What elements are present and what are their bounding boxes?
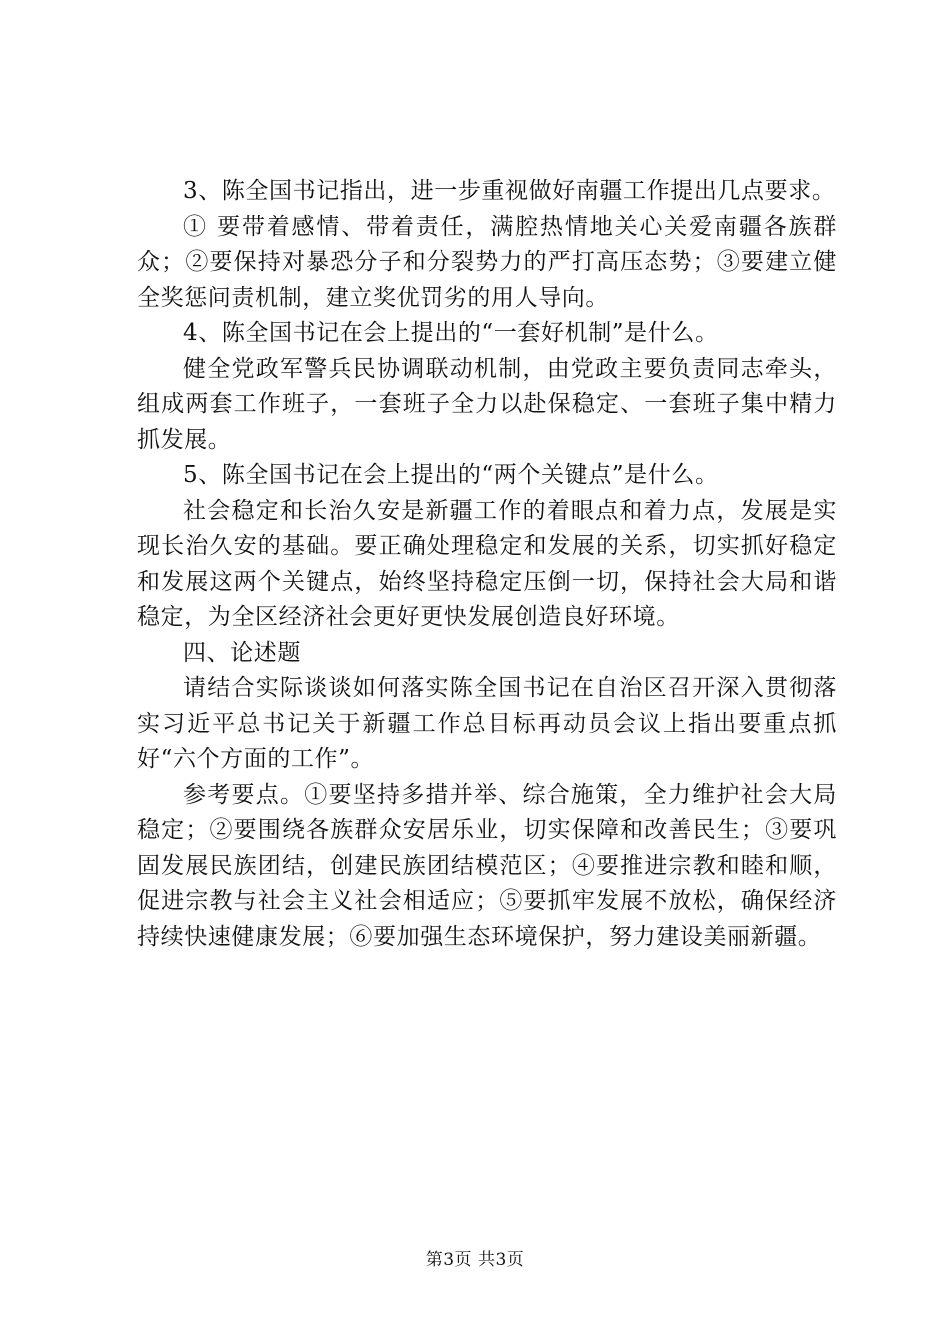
question-5: 5、陈全国书记在会上提出的“两个关键点”是什么。 bbox=[183, 462, 719, 488]
question-3: 3、陈全国书记指出，进一步重视做好南疆工作提出几点要求。 bbox=[183, 178, 836, 204]
answer-3: ① 要带着感情、带着责任，满腔热情地关心关爱南疆各族群众；②要保持对暴恐分子和分裂势力的严打高压态势；③要建立健全奖惩问责机制，建立奖优罚劣的用人导向。 bbox=[137, 213, 837, 311]
page-footer: 第3页 共3页 bbox=[425, 1250, 525, 1270]
answer-4: 健全党政军警兵民协调联动机制，由党政主要负责同志牵头，组成两套工作班子，一套班子全力以赴保稳定、一套班子集中精力抓发展。 bbox=[137, 355, 837, 453]
question-4: 4、陈全国书记在会上提出的“一套好机制”是什么。 bbox=[183, 320, 719, 346]
essay-reference-points: 参考要点。①要坚持多措并举、综合施策，全力维护社会大局稳定；②要围绕各族群众安居乐业，切实保障和改善民生；③要巩固发展民族团结，创建民族团结模范区；④要推进宗教和睦和顺，促进宗教与社会主义社会相适应；⑤要抓牢发展不放松，确保经济持续快速健康发展；⑥要加强生态环境保护，努力建设美丽新疆。 bbox=[137, 781, 837, 950]
section-heading-essay: 四、论述题 bbox=[183, 639, 301, 666]
answer-5: 社会稳定和长治久安是新疆工作的着眼点和着力点，发展是实现长治久安的基础。要正确处理稳定和发展的关系，切实抓好稳定和发展这两个关键点，始终坚持稳定压倒一切，保持社会大局和谐稳定，为全区经济社会更好更快发展创造良好环境。 bbox=[137, 497, 837, 630]
essay-question: 请结合实际谈谈如何落实陈全国书记在自治区召开深入贯彻落实习近平总书记关于新疆工作总目标再动员会议上指出要重点抓好“六个方面的工作”。 bbox=[137, 675, 837, 772]
document-body bbox=[137, 174, 837, 955]
